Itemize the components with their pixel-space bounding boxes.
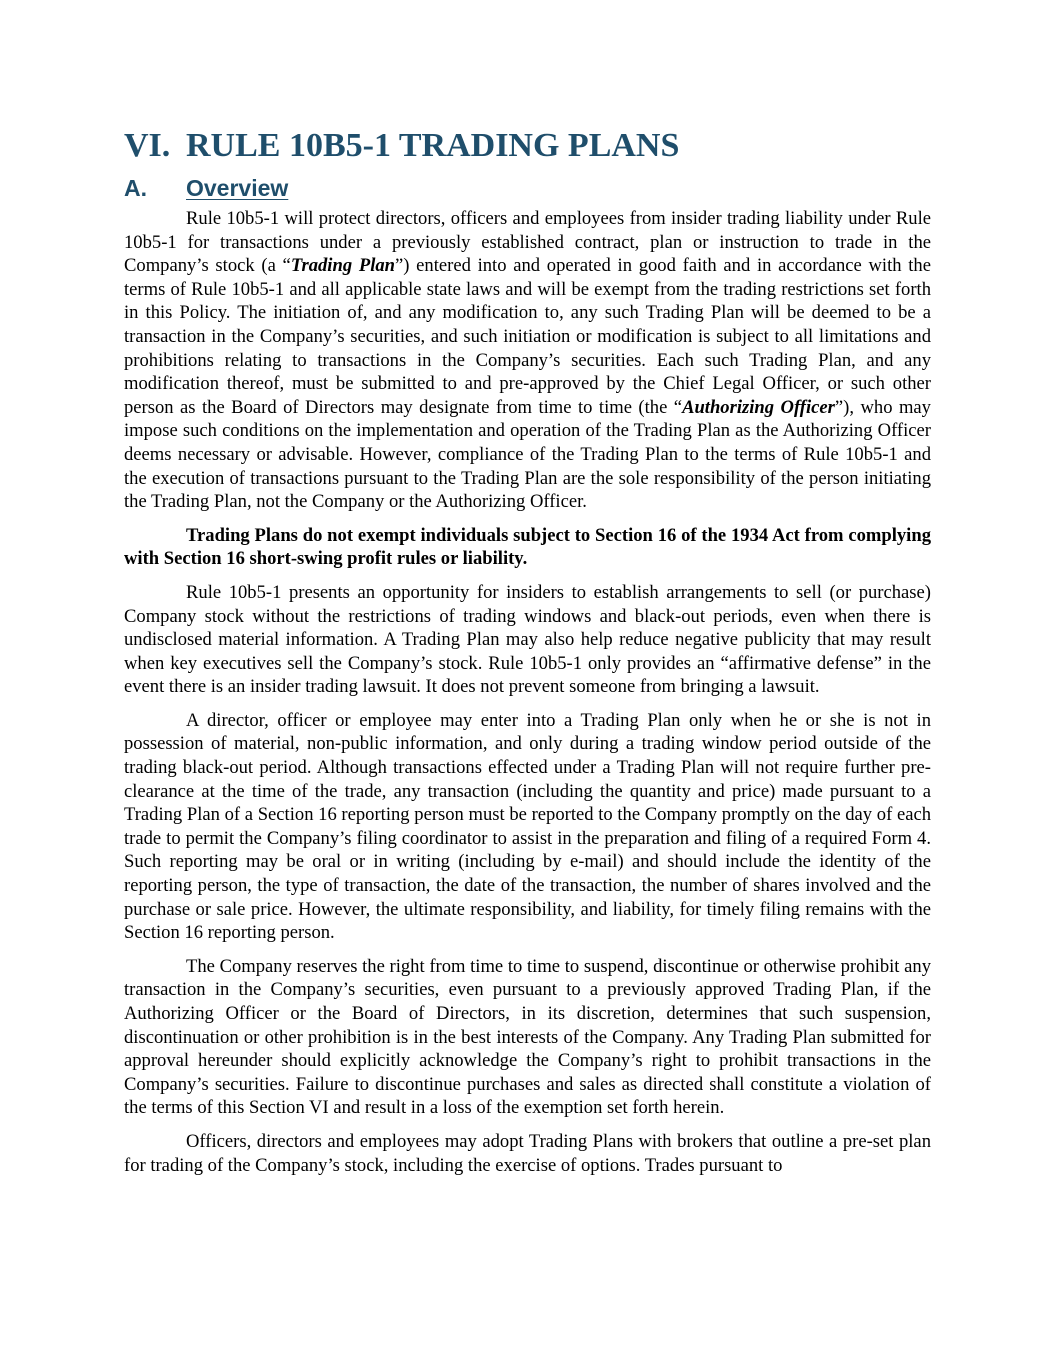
paragraph-section16-notice: Trading Plans do not exempt individuals subject to Section 16 of the 1934 Act from complying with Section 16 short-swing profit rules or liability.: [124, 524, 931, 570]
paragraph-text: ”) entered into and operated in good faith and in accordance with the terms of Rule 10b5-1 and all applicable state laws and will be exempt from the trading restrictions set forth in this Policy. The initiation of, and any modification to, any such Trading Plan will be deemed to be a transaction in the Company’s securities, and such initiation or modification is subject to all limitations and prohibitions relating to transactions in the Company’s securities. Each such Trading Plan, and any modification thereof, must be submitted to and pre-approved by the Chief Legal Officer, or such other person as the Board of Directors may designate from time to time (the “: [124, 255, 931, 418]
paragraph-affirmative-defense: Rule 10b5-1 presents an opportunity for insiders to establish arrangements to sell (or purchase) Company stock without the restrictions of trading windows and black-out periods, even when there is undisclosed material information. A Trading Plan may also help reduce negative publicity that may result when key executives sell the Company’s stock. Rule 10b5-1 only provides an “affirmative defense” in the event there is an insider trading lawsuit. It does not prevent someone from bringing a lawsuit.: [124, 581, 931, 698]
section-title: RULE 10B5-1 TRADING PLANS: [186, 127, 680, 164]
paragraph-text: Rule 10b5-1 will protect directors, officers and employees from insider trading liability under Rule 10b5-1 for transactions under a previously established contract, plan or instruction to trade in the Company’s stock (a “: [124, 208, 931, 277]
subsection-heading: [124, 173, 931, 203]
subsection-letter: A.: [124, 175, 147, 201]
section-number: VI.: [124, 127, 171, 164]
paragraph-overview: [124, 207, 931, 514]
document-page: [124, 126, 931, 1187]
paragraph-text: ”), who may impose such conditions on the implementation and operation of the Trading Plan as the Authorizing Officer deems necessary or advisable. However, compliance of the Trading Plan to the terms of Rule 10b5-1 and the execution of transactions pursuant to the Trading Plan are the sole responsibility of the person initiating the Trading Plan, not the Company or the Authorizing Officer.: [124, 396, 931, 513]
paragraph-brokers: Officers, directors and employees may adopt Trading Plans with brokers that outline a pre-set plan for trading of the Company’s stock, including the exercise of options. Trades pursuant to: [124, 1130, 931, 1176]
defined-term-trading-plan: Trading Plan: [290, 255, 395, 277]
paragraph-eligibility: A director, officer or employee may enter into a Trading Plan only when he or she is not in possession of material, non-public information, and only during a trading window period outside of the trading black-out period. Although transactions effected under a Trading Plan will not require further pre-clearance at the time of the trade, any transaction (including the quantity and price) made pursuant to a Trading Plan of a Section 16 reporting person must be reported to the Company promptly on the day of each trade to permit the Company’s filing coordinator to assist in the preparation and filing of a required Form 4. Such reporting may be oral or in writing (including by e-mail) and should include the identity of the reporting person, the type of transaction, the date of the transaction, the number of shares involved and the purchase or sale price. However, the ultimate responsibility, and liability, for timely filing remains with the Section 16 reporting person.: [124, 709, 931, 944]
paragraph-company-rights: The Company reserves the right from time to time to suspend, discontinue or otherwise prohibit any transaction in the Company’s securities, even pursuant to a previously approved Trading Plan, if the Authorizing Officer or the Board of Directors, in its discretion, determines that such suspension, discontinuation or other prohibition is in the best interests of the Company. Any Trading Plan submitted for approval hereunder should explicitly acknowledge the Company’s right to prohibit transactions in the Company’s securities. Failure to discontinue purchases and sales as directed shall constitute a violation of the terms of this Section VI and result in a loss of the exemption set forth herein.: [124, 955, 931, 1119]
defined-term-authorizing-officer: Authorizing Officer: [682, 396, 835, 418]
subsection-title: Overview: [186, 175, 289, 201]
section-heading: [124, 126, 931, 166]
